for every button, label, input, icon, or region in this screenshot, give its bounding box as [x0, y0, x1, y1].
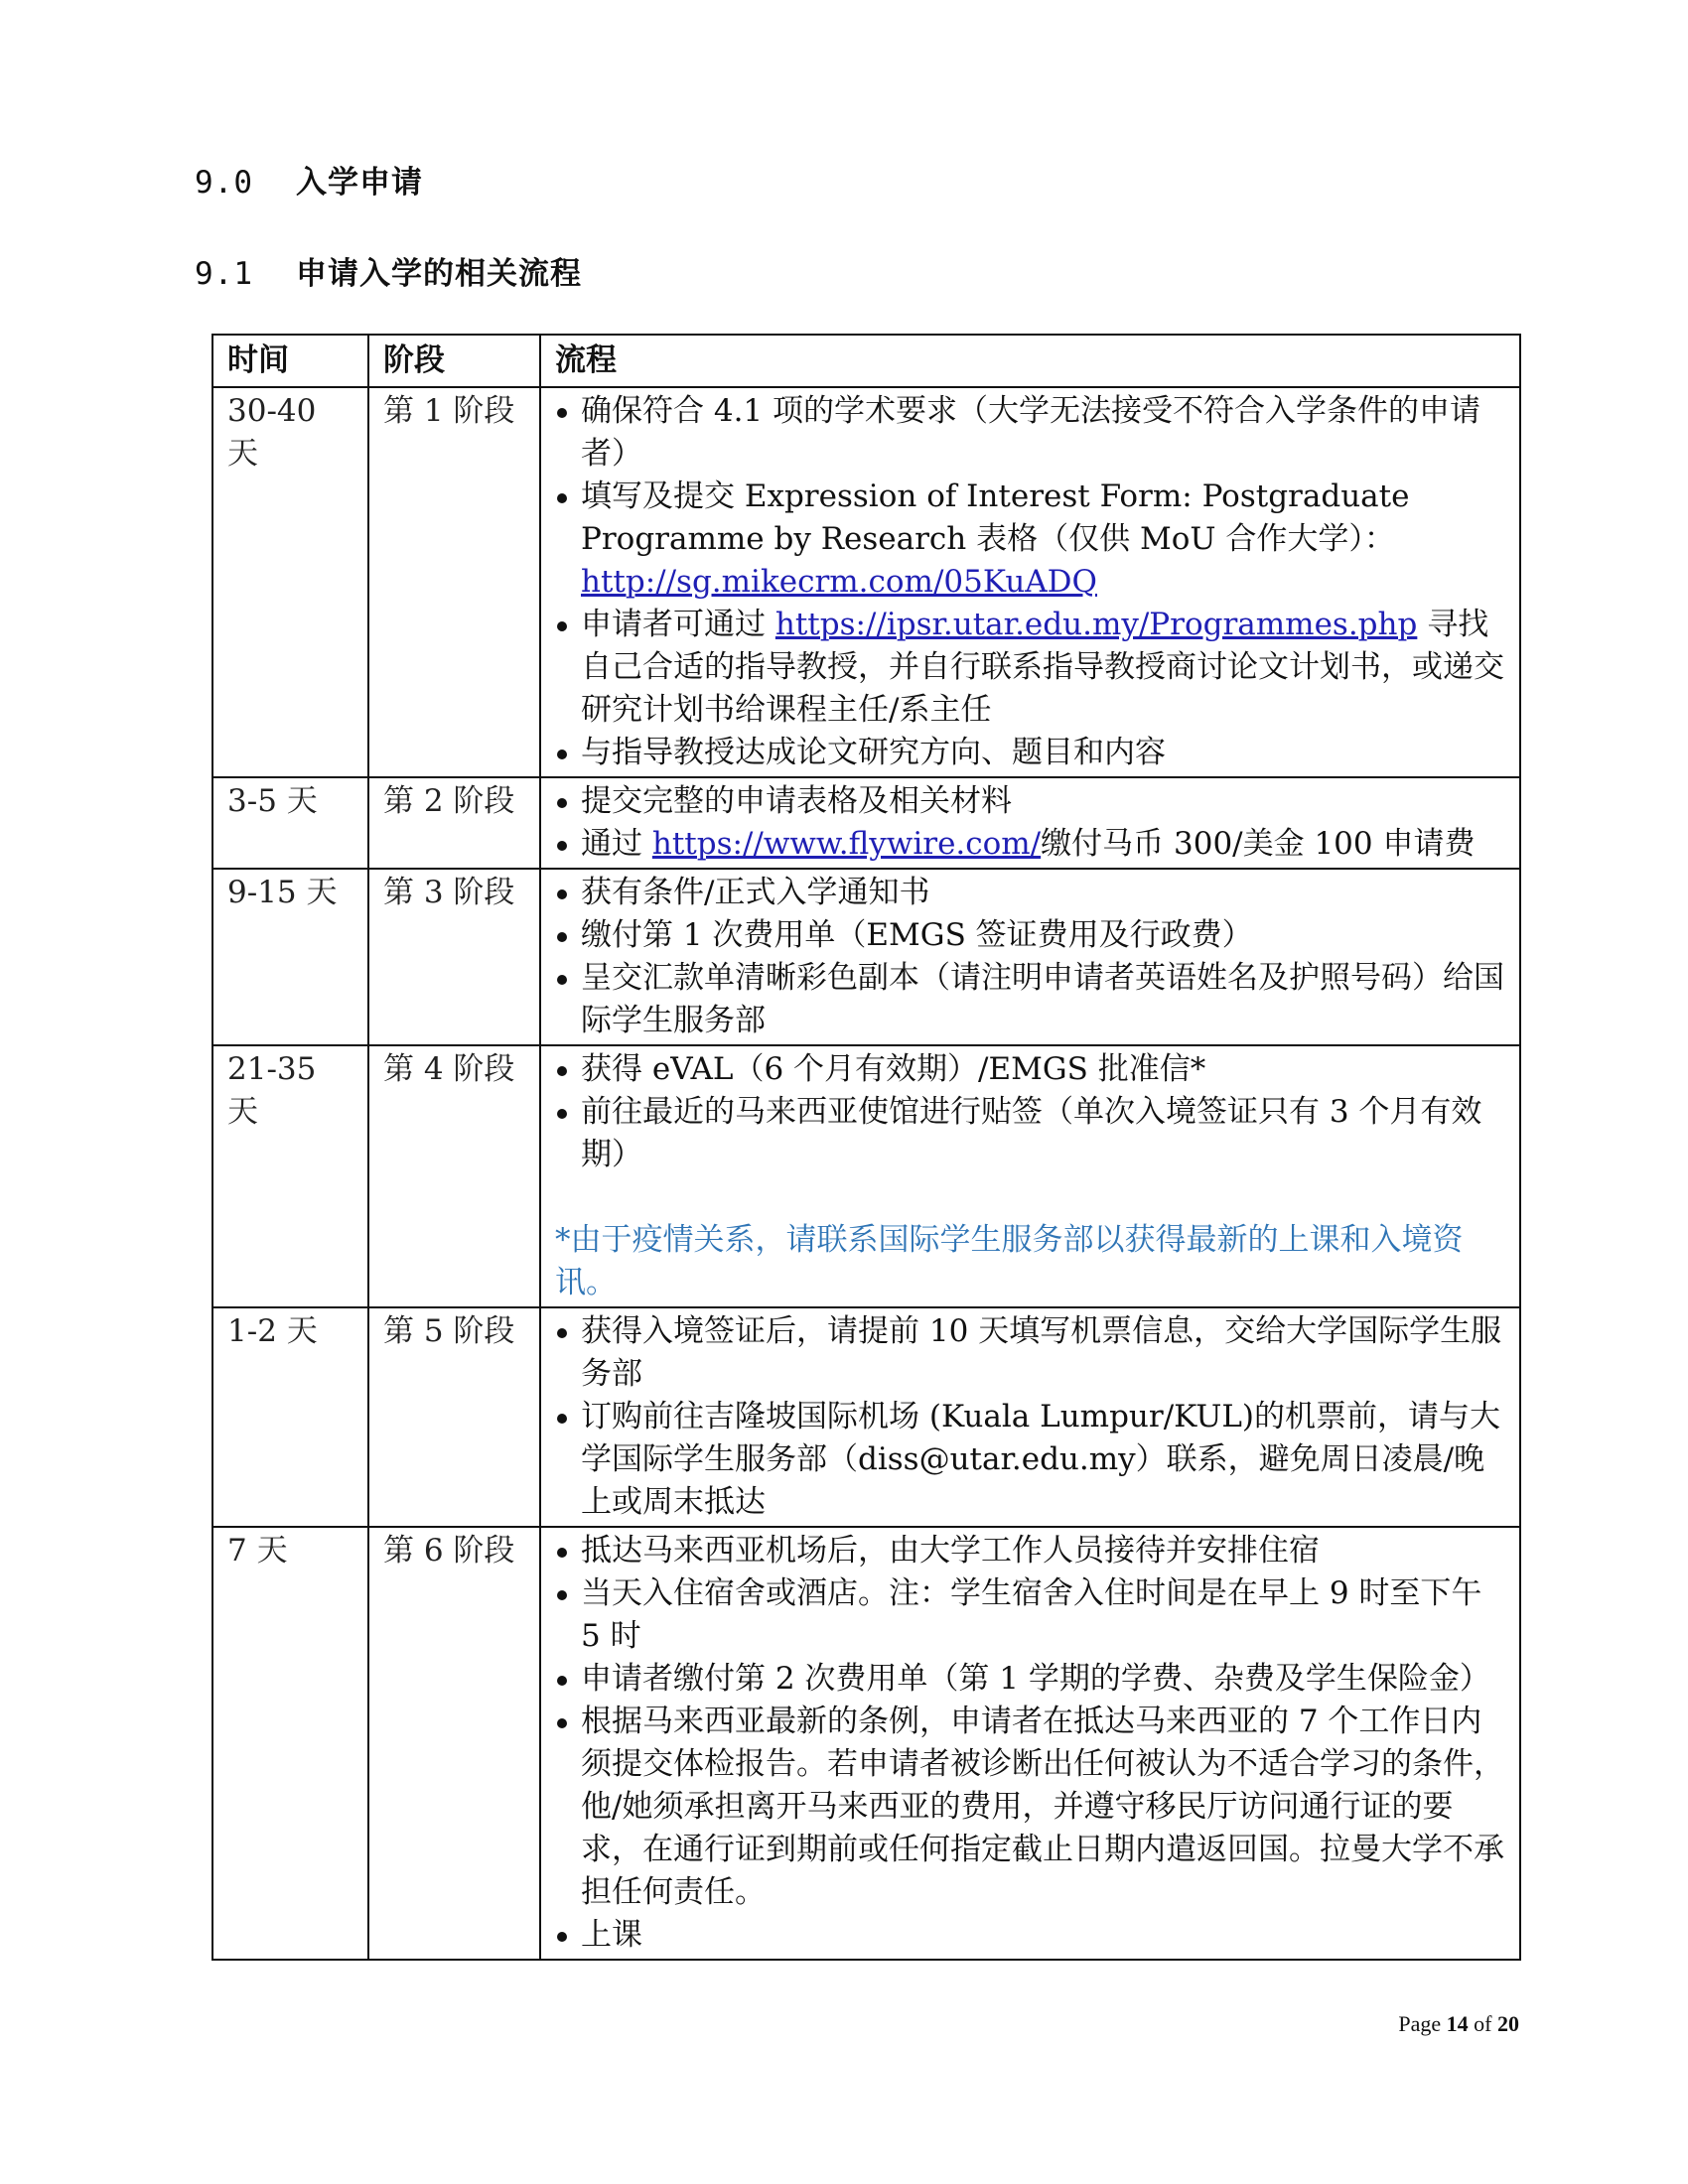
step-text-after-link: 寻找自己合适的指导教授，并自行联系指导教授商讨论文计划书，或递交研究计划书给课程主任/系主任	[581, 607, 1504, 728]
process-step: 上课	[555, 1914, 1507, 1957]
process-step	[555, 476, 1507, 604]
process-step: 获得 eVAL（6 个月有效期）/EMGS 批准信*	[555, 1048, 1507, 1091]
table-row	[212, 777, 1520, 869]
cell-stage: 第 2 阶段	[368, 777, 540, 869]
page-number: 14	[1446, 2011, 1469, 2036]
page-word: Page	[1398, 2011, 1442, 2036]
cell-stage: 第 1 阶段	[368, 387, 540, 777]
cell-process	[540, 1527, 1520, 1960]
table-row	[212, 869, 1520, 1045]
cell-process	[540, 1045, 1520, 1307]
process-step: 抵达马来西亚机场后，由大学工作人员接待并安排住宿	[555, 1530, 1507, 1572]
process-step: 订购前往吉隆坡国际机场 (Kuala Lumpur/KUL)的机票前，请与大学国际学生服务部（diss@utar.edu.my）联系，避免周日凌晨/晚上或周末抵达	[555, 1396, 1507, 1524]
step-link[interactable]: https://www.flywire.com/	[651, 826, 1042, 862]
section-heading-9-1	[195, 248, 582, 293]
table-row	[212, 1307, 1520, 1527]
step-text-after-link: 缴付马币 300/美金 100 申请费	[1041, 826, 1476, 862]
subsection-title: 申请入学的相关流程	[296, 256, 582, 292]
process-steps-list	[555, 780, 1507, 866]
process-step: 根据马来西亚最新的条例，申请者在抵达马来西亚的 7 个工作日内须提交体检报告。若申请者被诊断出任何被认为不适合学习的条件，他/她须承担离开马来西亚的费用，并遵守移民厅访问通行证的要求，在通行证到期前或任何指定截止日期内遣返回国。拉曼大学不承担任何责任。	[555, 1701, 1507, 1914]
cell-process	[540, 1307, 1520, 1527]
table-header-row	[212, 335, 1520, 387]
table-row	[212, 1527, 1520, 1960]
page-footer	[1390, 2011, 1519, 2037]
cell-process	[540, 387, 1520, 777]
process-step	[555, 604, 1507, 732]
process-step: 前往最近的马来西亚使馆进行贴签（单次入境签证只有 3 个月有效期）	[555, 1091, 1507, 1176]
cell-process	[540, 869, 1520, 1045]
of-word: of	[1474, 2011, 1492, 2036]
process-step: 缴付第 1 次费用单（EMGS 签证费用及行政费）	[555, 914, 1507, 957]
process-step: 当天入住宿舍或酒店。注：学生宿舍入住时间是在早上 9 时至下午 5 时	[555, 1572, 1507, 1658]
covid-note: *由于疫情关系，请联系国际学生服务部以获得最新的上课和入境资讯。	[555, 1222, 1464, 1300]
process-step: 呈交汇款单清晰彩色副本（请注明申请者英语姓名及护照号码）给国际学生服务部	[555, 957, 1507, 1042]
process-steps-list	[555, 872, 1507, 1042]
cell-time: 7 天	[212, 1527, 368, 1960]
cell-time: 30-40 天	[212, 387, 368, 777]
cell-stage: 第 5 阶段	[368, 1307, 540, 1527]
header-time: 时间	[212, 335, 368, 387]
cell-stage: 第 3 阶段	[368, 869, 540, 1045]
process-step: 获得入境签证后，请提前 10 天填写机票信息，交给大学国际学生服务部	[555, 1310, 1507, 1396]
cell-time: 9-15 天	[212, 869, 368, 1045]
section-number: 9.0	[195, 165, 253, 201]
cell-stage: 第 4 阶段	[368, 1045, 540, 1307]
step-text: 申请者可通过	[581, 607, 775, 642]
process-steps-list	[555, 1310, 1507, 1524]
step-text: 通过	[581, 826, 652, 862]
process-step: 与指导教授达成论文研究方向、题目和内容	[555, 732, 1507, 774]
table-body	[212, 387, 1520, 1960]
step-link[interactable]: http://sg.mikecrm.com/05KuADQ	[581, 564, 1097, 600]
step-text: 填写及提交 Expression of Interest Form: Postgraduate Programme by Research 表格（仅供 MoU 合作大学）：	[581, 478, 1410, 557]
section-heading-9-0	[195, 157, 423, 202]
cell-stage: 第 6 阶段	[368, 1527, 540, 1960]
process-step: 获有条件/正式入学通知书	[555, 872, 1507, 914]
page-total: 20	[1497, 2011, 1519, 2036]
process-steps-list	[555, 1048, 1507, 1176]
process-step: 确保符合 4.1 项的学术要求（大学无法接受不符合入学条件的申请者）	[555, 390, 1507, 476]
cell-time: 3-5 天	[212, 777, 368, 869]
process-step	[555, 823, 1507, 866]
section-title: 入学申请	[296, 165, 423, 201]
step-link[interactable]: https://ipsr.utar.edu.my/Programmes.php	[774, 607, 1418, 642]
application-process-table	[211, 334, 1521, 1961]
header-process: 流程	[540, 335, 1520, 387]
process-steps-list	[555, 1530, 1507, 1957]
process-step: 提交完整的申请表格及相关材料	[555, 780, 1507, 823]
process-step: 申请者缴付第 2 次费用单（第 1 学期的学费、杂费及学生保险金）	[555, 1658, 1507, 1701]
table-row	[212, 1045, 1520, 1307]
subsection-number: 9.1	[195, 256, 253, 292]
cell-time: 21-35 天	[212, 1045, 368, 1307]
process-steps-list	[555, 390, 1507, 774]
table-row	[212, 387, 1520, 777]
cell-time: 1-2 天	[212, 1307, 368, 1527]
cell-process	[540, 777, 1520, 869]
header-stage: 阶段	[368, 335, 540, 387]
